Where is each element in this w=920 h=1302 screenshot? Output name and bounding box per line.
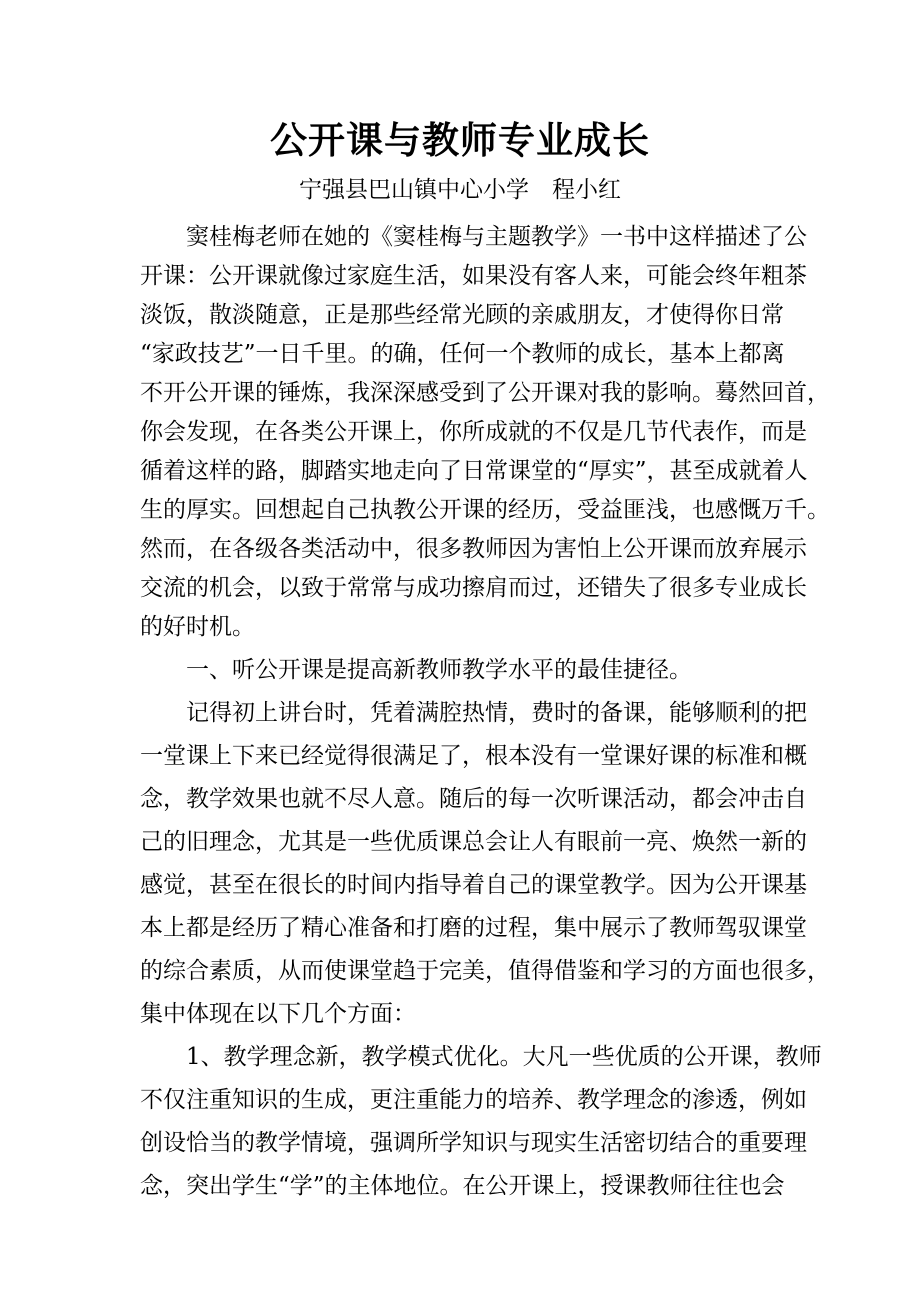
body-line: 的好时机。 [140,614,255,640]
body-line: 不开公开课的锤炼，我深深感受到了公开课对我的影响。蓦然回首， [140,380,830,406]
body-line: 一堂课上下来已经觉得很满足了，根本没有一堂课好课的标准和概 [140,743,807,769]
body-line: 生的厚实。回想起自己执教公开课的经历，受益匪浅，也感慨万千。 [140,497,830,523]
body-line: 念，突出学生“学”的主体地位。在公开课上，授课教师往往也会 [140,1173,785,1199]
body-line: 不仅注重知识的生成，更注重能力的培养、教学理念的渗透，例如 [140,1087,807,1113]
body-line: 1、教学理念新，教学模式优化。大凡一些优质的公开课，教师 [140,1044,822,1070]
body-line: 集中体现在以下几个方面： [140,1001,416,1027]
body-line: 本上都是经历了精心准备和打磨的过程，集中展示了教师驾驭课堂 [140,915,807,941]
document-title: 公开课与教师专业成长 [270,118,650,162]
document-author: 宁强县巴山镇中心小学 程小红 [299,177,621,203]
body-line: 开课：公开课就像过家庭生活，如果没有客人来，可能会终年粗茶 [140,263,807,289]
body-line: 然而，在各级各类活动中，很多教师因为害怕上公开课而放弃展示 [140,536,807,562]
body-line: 淡饭，散淡随意，正是那些经常光顾的亲戚朋友，才使得你日常 [140,302,784,328]
body-line: 循着这样的路，脚踏实地走向了日常课堂的“厚实”，甚至成就着人 [140,458,808,484]
body-line: 交流的机会，以致于常常与成功擦肩而过，还错失了很多专业成长 [140,575,807,601]
section-heading: 一、听公开课是提高新教师教学水平的最佳捷径。 [140,657,692,683]
body-line: 的综合素质，从而使课堂趋于完美，值得借鉴和学习的方面也很多， [140,958,830,984]
body-line: 己的旧理念，尤其是一些优质课总会让人有眼前一亮、焕然一新的 [140,829,807,855]
body-line: “家政技艺”一日千里。的确，任何一个教师的成长，基本上都离 [140,341,785,367]
body-line: 窦桂梅老师在她的《窦桂梅与主题教学》一书中这样描述了公 [140,224,807,250]
body-line: 你会发现，在各类公开课上，你所成就的不仅是几节代表作，而是 [140,419,807,445]
body-line: 念，教学效果也就不尽人意。随后的每一次听课活动，都会冲击自 [140,786,807,812]
body-line: 记得初上讲台时，凭着满腔热情，费时的备课，能够顺利的把 [140,700,807,726]
body-line: 创设恰当的教学情境，强调所学知识与现实生活密切结合的重要理 [140,1130,807,1156]
body-line: 感觉，甚至在很长的时间内指导着自己的课堂教学。因为公开课基 [140,872,807,898]
